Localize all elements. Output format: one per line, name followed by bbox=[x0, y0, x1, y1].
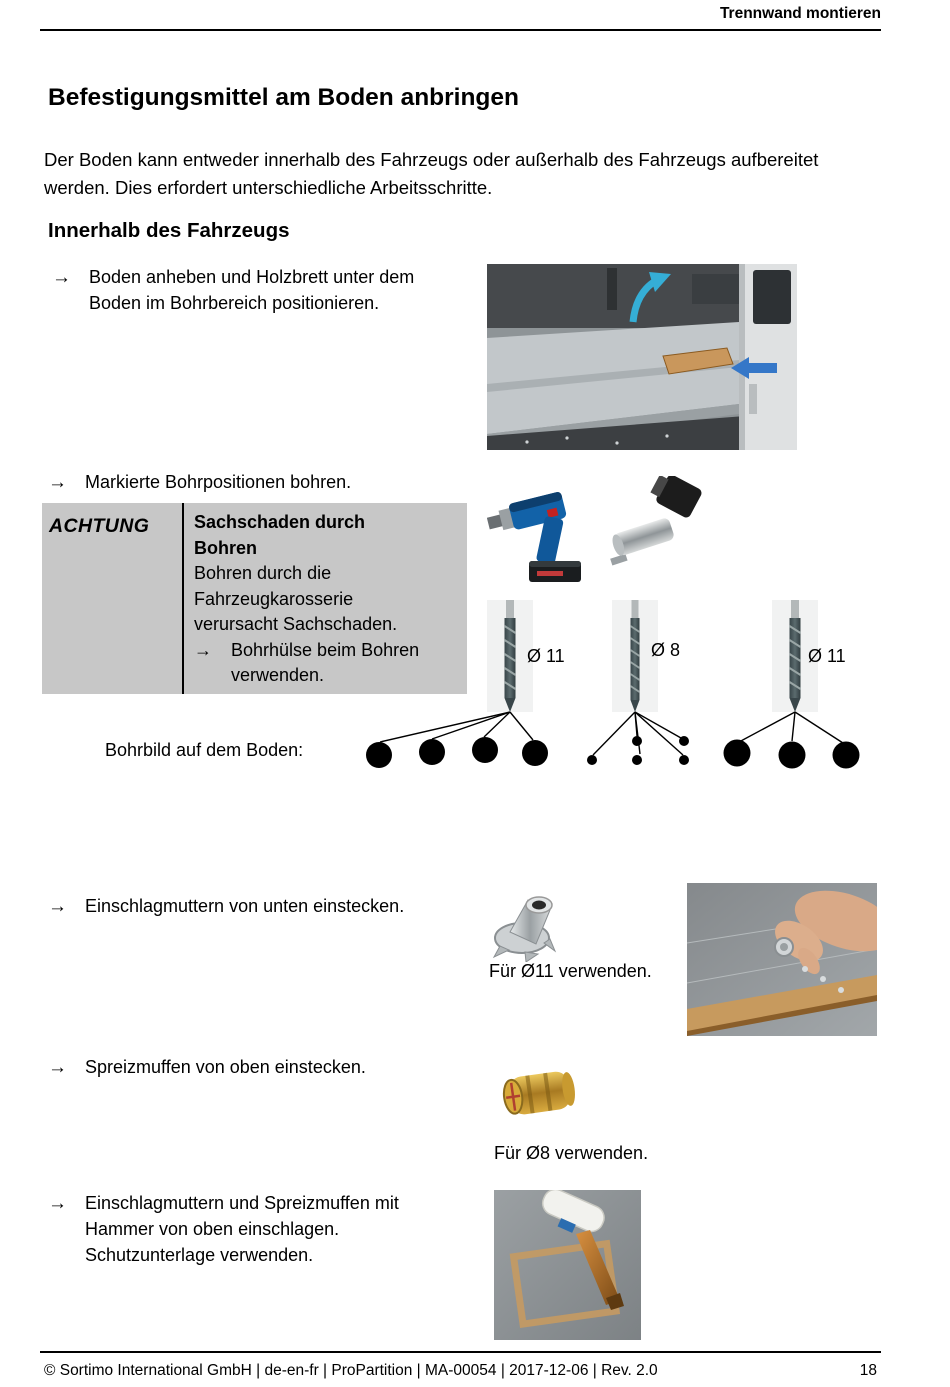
drill-bit-right bbox=[790, 600, 801, 712]
drill-bit-left bbox=[505, 600, 516, 712]
hammer-photo-illustration bbox=[494, 1190, 641, 1340]
arrow-right-icon: → bbox=[52, 267, 71, 288]
bit-label-left: Ø 11 bbox=[527, 646, 565, 666]
step-text: Einschlagmuttern von unten einstecken. bbox=[85, 896, 405, 916]
arrow-right-icon: → bbox=[48, 896, 67, 917]
step-insert-tnuts bbox=[48, 893, 485, 921]
step-insert-expansion-sleeves bbox=[48, 1054, 485, 1082]
header-rule bbox=[40, 29, 881, 31]
hole-group-middle bbox=[587, 736, 689, 765]
warning-body: Bohren durch die Fahrzeugkarosserie verursacht Sachschaden. bbox=[194, 563, 398, 635]
expansion-sleeve-illustration bbox=[500, 1062, 580, 1126]
caption-diameter-8: Für Ø8 verwenden. bbox=[494, 1143, 649, 1163]
step-drill-positions bbox=[48, 469, 455, 497]
warning-title: Sachschaden durch Bohren bbox=[194, 512, 366, 558]
tnut-image bbox=[492, 882, 574, 962]
hole-group-right bbox=[724, 740, 860, 769]
arrow-right-icon: → bbox=[48, 1193, 67, 1214]
bit-label-middle: Ø 8 bbox=[651, 640, 681, 660]
warning-label: ACHTUNG bbox=[49, 515, 150, 537]
photo-cordless-drill bbox=[487, 467, 592, 587]
drill-pattern-caption: Bohrbild auf dem Boden: bbox=[105, 740, 304, 760]
van-floor-illustration bbox=[487, 264, 797, 450]
hole-group-left bbox=[366, 737, 548, 768]
connector-lines bbox=[380, 712, 843, 755]
bit-label-right: Ø 11 bbox=[808, 646, 846, 666]
footer-text: © Sortimo International GmbH | de-en-fr | ProPartition | MA-00054 | 2017-12-06 | Rev. 2.0 bbox=[44, 1362, 658, 1379]
arrow-right-icon: → bbox=[194, 639, 212, 660]
step-lift-floor bbox=[52, 264, 441, 316]
step-text: Boden anheben und Holzbrett unter dem Boden im Bohrbereich positionieren. bbox=[89, 267, 415, 314]
drill-pattern-diagram bbox=[350, 594, 880, 780]
footer-rule bbox=[40, 1351, 881, 1353]
step-hammer-in bbox=[48, 1190, 437, 1268]
page-title: Befestigungsmittel am Boden anbringen bbox=[48, 84, 519, 111]
photo-drill-sleeve bbox=[603, 476, 703, 576]
drill-bit-middle bbox=[631, 600, 640, 712]
hand-photo-illustration bbox=[687, 883, 877, 1036]
caption-diameter-11: Für Ø11 verwenden. bbox=[489, 961, 652, 981]
intro-paragraph: Der Boden kann entweder innerhalb des Fahrzeugs oder außerhalb des Fahrzeugs aufbereitet werden. Dies erfordert unterschiedliche Arbeitsschritte. bbox=[44, 149, 819, 198]
photo-hand-inserting-nut bbox=[687, 883, 877, 1036]
header-title: Trennwand montieren bbox=[719, 5, 881, 22]
warning-divider bbox=[182, 503, 184, 694]
section-heading: Innerhalb des Fahrzeugs bbox=[48, 219, 290, 242]
drill-sleeve-illustration bbox=[603, 476, 703, 576]
arrow-right-icon: → bbox=[48, 1057, 67, 1078]
drill-illustration bbox=[487, 467, 592, 587]
warning-action-text: Bohrhülse beim Bohren verwenden. bbox=[231, 639, 420, 686]
step-text: Einschlagmuttern und Spreizmuffen mit Hammer von oben einschlagen. Schutzunterlage verwenden. bbox=[85, 1193, 399, 1266]
photo-van-floor bbox=[487, 264, 797, 450]
step-text: Markierte Bohrpositionen bohren. bbox=[85, 472, 352, 492]
expansion-sleeve-image bbox=[500, 1062, 580, 1126]
arrow-right-icon: → bbox=[48, 472, 67, 493]
step-text: Spreizmuffen von oben einstecken. bbox=[85, 1057, 366, 1077]
tnut-illustration bbox=[492, 882, 574, 962]
photo-hammer bbox=[494, 1190, 641, 1340]
page-number: 18 bbox=[859, 1362, 877, 1379]
drill-pattern-svg bbox=[350, 594, 880, 780]
